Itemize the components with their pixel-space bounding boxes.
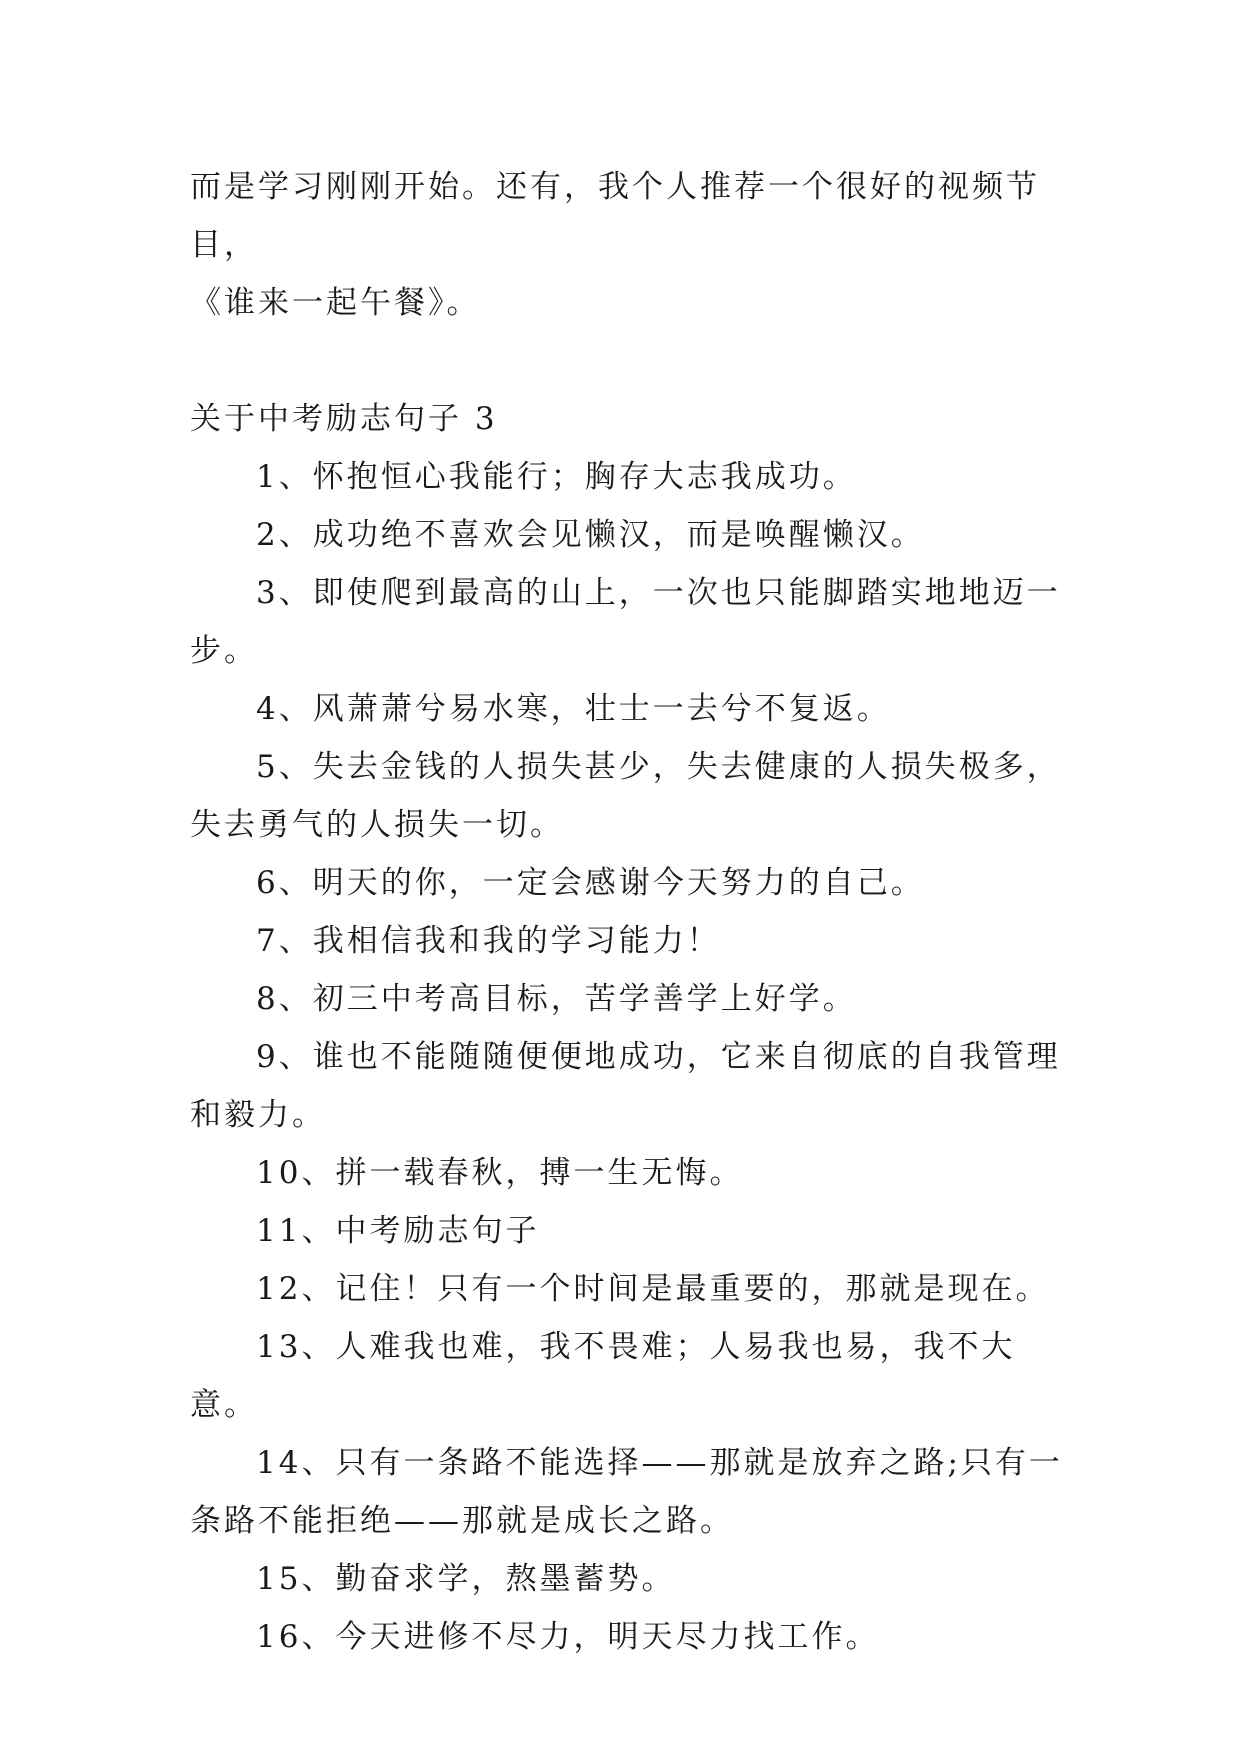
- list-item-2: 2、成功绝不喜欢会见懒汉，而是唤醒懒汉。: [256, 517, 925, 553]
- list-item-5: 5、失去金钱的人损失甚少，失去健康的人损失极多，失去勇气的人损失一切。: [190, 749, 1061, 843]
- intro-line-1: 而是学习刚刚开始。还有，我个人推荐一个很好的视频节目，: [190, 169, 1040, 263]
- list-item-4: 4、风萧萧兮易水寒，壮士一去兮不复返。: [256, 691, 891, 727]
- document-body: [190, 158, 1070, 1666]
- list-item-12: 12、记住！只有一个时间是最重要的，那就是现在。: [256, 1271, 1050, 1307]
- list-item-8: 8、初三中考高目标，苦学善学上好学。: [256, 981, 857, 1017]
- list-item-7: 7、我相信我和我的学习能力！: [256, 923, 721, 959]
- list-item-15: 15、勤奋求学，熬墨蓄势。: [256, 1561, 676, 1597]
- list-item-9: 9、谁也不能随随便便地成功，它来自彻底的自我管理和毅力。: [190, 1039, 1061, 1133]
- list-item-11: 11、中考励志句子: [256, 1213, 540, 1249]
- list-item-13: 13、人难我也难，我不畏难；人易我也易，我不大意。: [190, 1329, 1016, 1423]
- list-item-16: 16、今天进修不尽力，明天尽力找工作。: [256, 1619, 880, 1655]
- list-item-1: 1、怀抱恒心我能行；胸存大志我成功。: [256, 459, 857, 495]
- section-heading: 关于中考励志句子 3: [190, 401, 498, 437]
- paragraph-spacer: [190, 332, 1070, 390]
- list-item-10: 10、拼一载春秋，搏一生无悔。: [256, 1155, 744, 1191]
- list-item-3: 3、即使爬到最高的山上，一次也只能脚踏实地地迈一步。: [190, 575, 1061, 669]
- intro-line-2: 《谁来一起午餐》。: [190, 285, 481, 321]
- list-item-14: 14、只有一条路不能选择——那就是放弃之路;只有一条路不能拒绝——那就是成长之路。: [190, 1445, 1063, 1539]
- list-item-6: 6、明天的你，一定会感谢今天努力的自己。: [256, 865, 925, 901]
